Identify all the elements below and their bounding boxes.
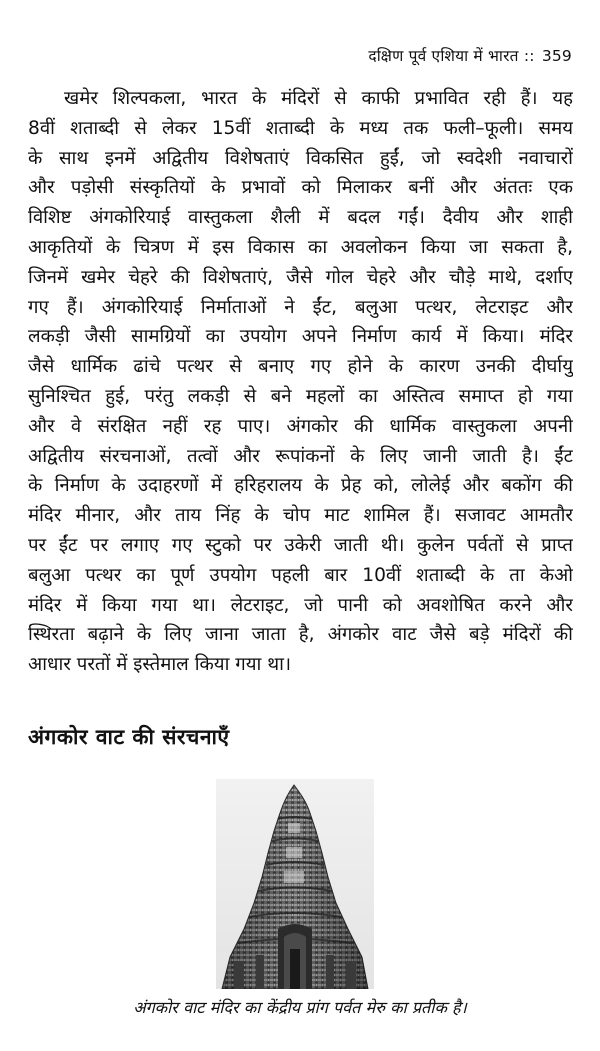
paragraph-line: और पड़ोसी संस्कृतियों के प्रभावों को मिलाकर बनीं और अंततः एक: [28, 177, 573, 199]
paragraph-line: बलुआ पत्थर का पूर्ण उपयोग पहली बार 10वीं शताब्दी के ता केओ: [28, 564, 573, 586]
paragraph-line: आधार परतों में इस्तेमाल किया गया था।: [28, 654, 292, 676]
paragraph-line: मंदिर में किया गया था। लेटराइट, जो पानी को अवशोषित करने और: [28, 594, 573, 616]
section-heading: अंगकोर वाट की संरचनाएँ: [28, 725, 230, 749]
paragraph-line: के साथ इनमें अद्वितीय विशेषताएं विकसित हुईं, जो स्वदेशी नवाचारों: [28, 147, 573, 169]
temple-photo: [216, 779, 374, 989]
paragraph-line: पर ईंट पर लगाए गए स्टुको पर उकेरी जाती थी। कुलेन पर्वतों से प्राप्त: [28, 534, 573, 556]
running-title: दक्षिण पूर्व एशिया में भारत ::: [368, 47, 535, 65]
paragraph-line: और वे संरक्षित नहीं रह पाए। अंगकोर की धार्मिक वास्तुकला अपनी: [28, 415, 573, 437]
paragraph-line: गए हैं। अंगकोरियाई निर्माताओं ने ईंट, बलुआ पत्थर, लेटराइट और: [28, 296, 573, 318]
paragraph-line: जैसे धार्मिक ढांचे पत्थर से बनाए गए होने के कारण उनकी दीर्घायु: [28, 356, 573, 378]
paragraph-line: आकृतियों के चित्रण में इस विकास का अवलोकन किया जा सकता है,: [28, 236, 573, 258]
paragraph-line: 8वीं शताब्दी से लेकर 15वीं शताब्दी के मध्य तक फली–फूली। समय: [28, 117, 573, 139]
body-paragraph: [28, 84, 573, 680]
paragraph-line: अद्वितीय संरचनाओं, तत्वों और रूपांकनों के लिए जानी जाती है। ईंट: [28, 445, 573, 467]
paragraph-line: लकड़ी जैसी सामग्रियों का उपयोग अपने निर्माण कार्य में किया। मंदिर: [28, 326, 573, 348]
running-header: [368, 44, 572, 66]
paragraph-line: विशिष्ट अंगकोरियाई वास्तुकला शैली में बदल गईं। दैवीय और शाही: [28, 207, 573, 229]
paragraph-line: के निर्माण के उदाहरणों में हरिहरालय के प्रेह को, लोलेई और बकोंग की: [28, 475, 573, 497]
paragraph-line: मंदिर मीनार, और ताय निंह के चोप माट शामिल हैं। सजावट आमतौर: [28, 505, 573, 527]
page-number: 359: [541, 47, 572, 65]
paragraph-line: स्थिरता बढ़ाने के लिए जाना जाता है, अंगकोर वाट जैसे बड़े मंदिरों की: [28, 624, 573, 646]
paragraph-line: जिनमें खमेर चेहरे की विशेषताएं, जैसे गोल चेहरे और चौड़े माथे, दर्शाए: [28, 266, 573, 288]
temple-tower-icon: [216, 779, 374, 989]
paragraph-line: सुनिश्चित हुई, परंतु लकड़ी से बने महलों का अस्तित्व समाप्त हो गया: [28, 385, 573, 407]
paragraph-line: खमेर शिल्पकला, भारत के मंदिरों से काफी प्रभावित रही हैं। यह: [64, 88, 573, 109]
figure-caption: अंगकोर वाट मंदिर का केंद्रीय प्रांग पर्वत मेरु का प्रतीक है।: [133, 998, 467, 1017]
